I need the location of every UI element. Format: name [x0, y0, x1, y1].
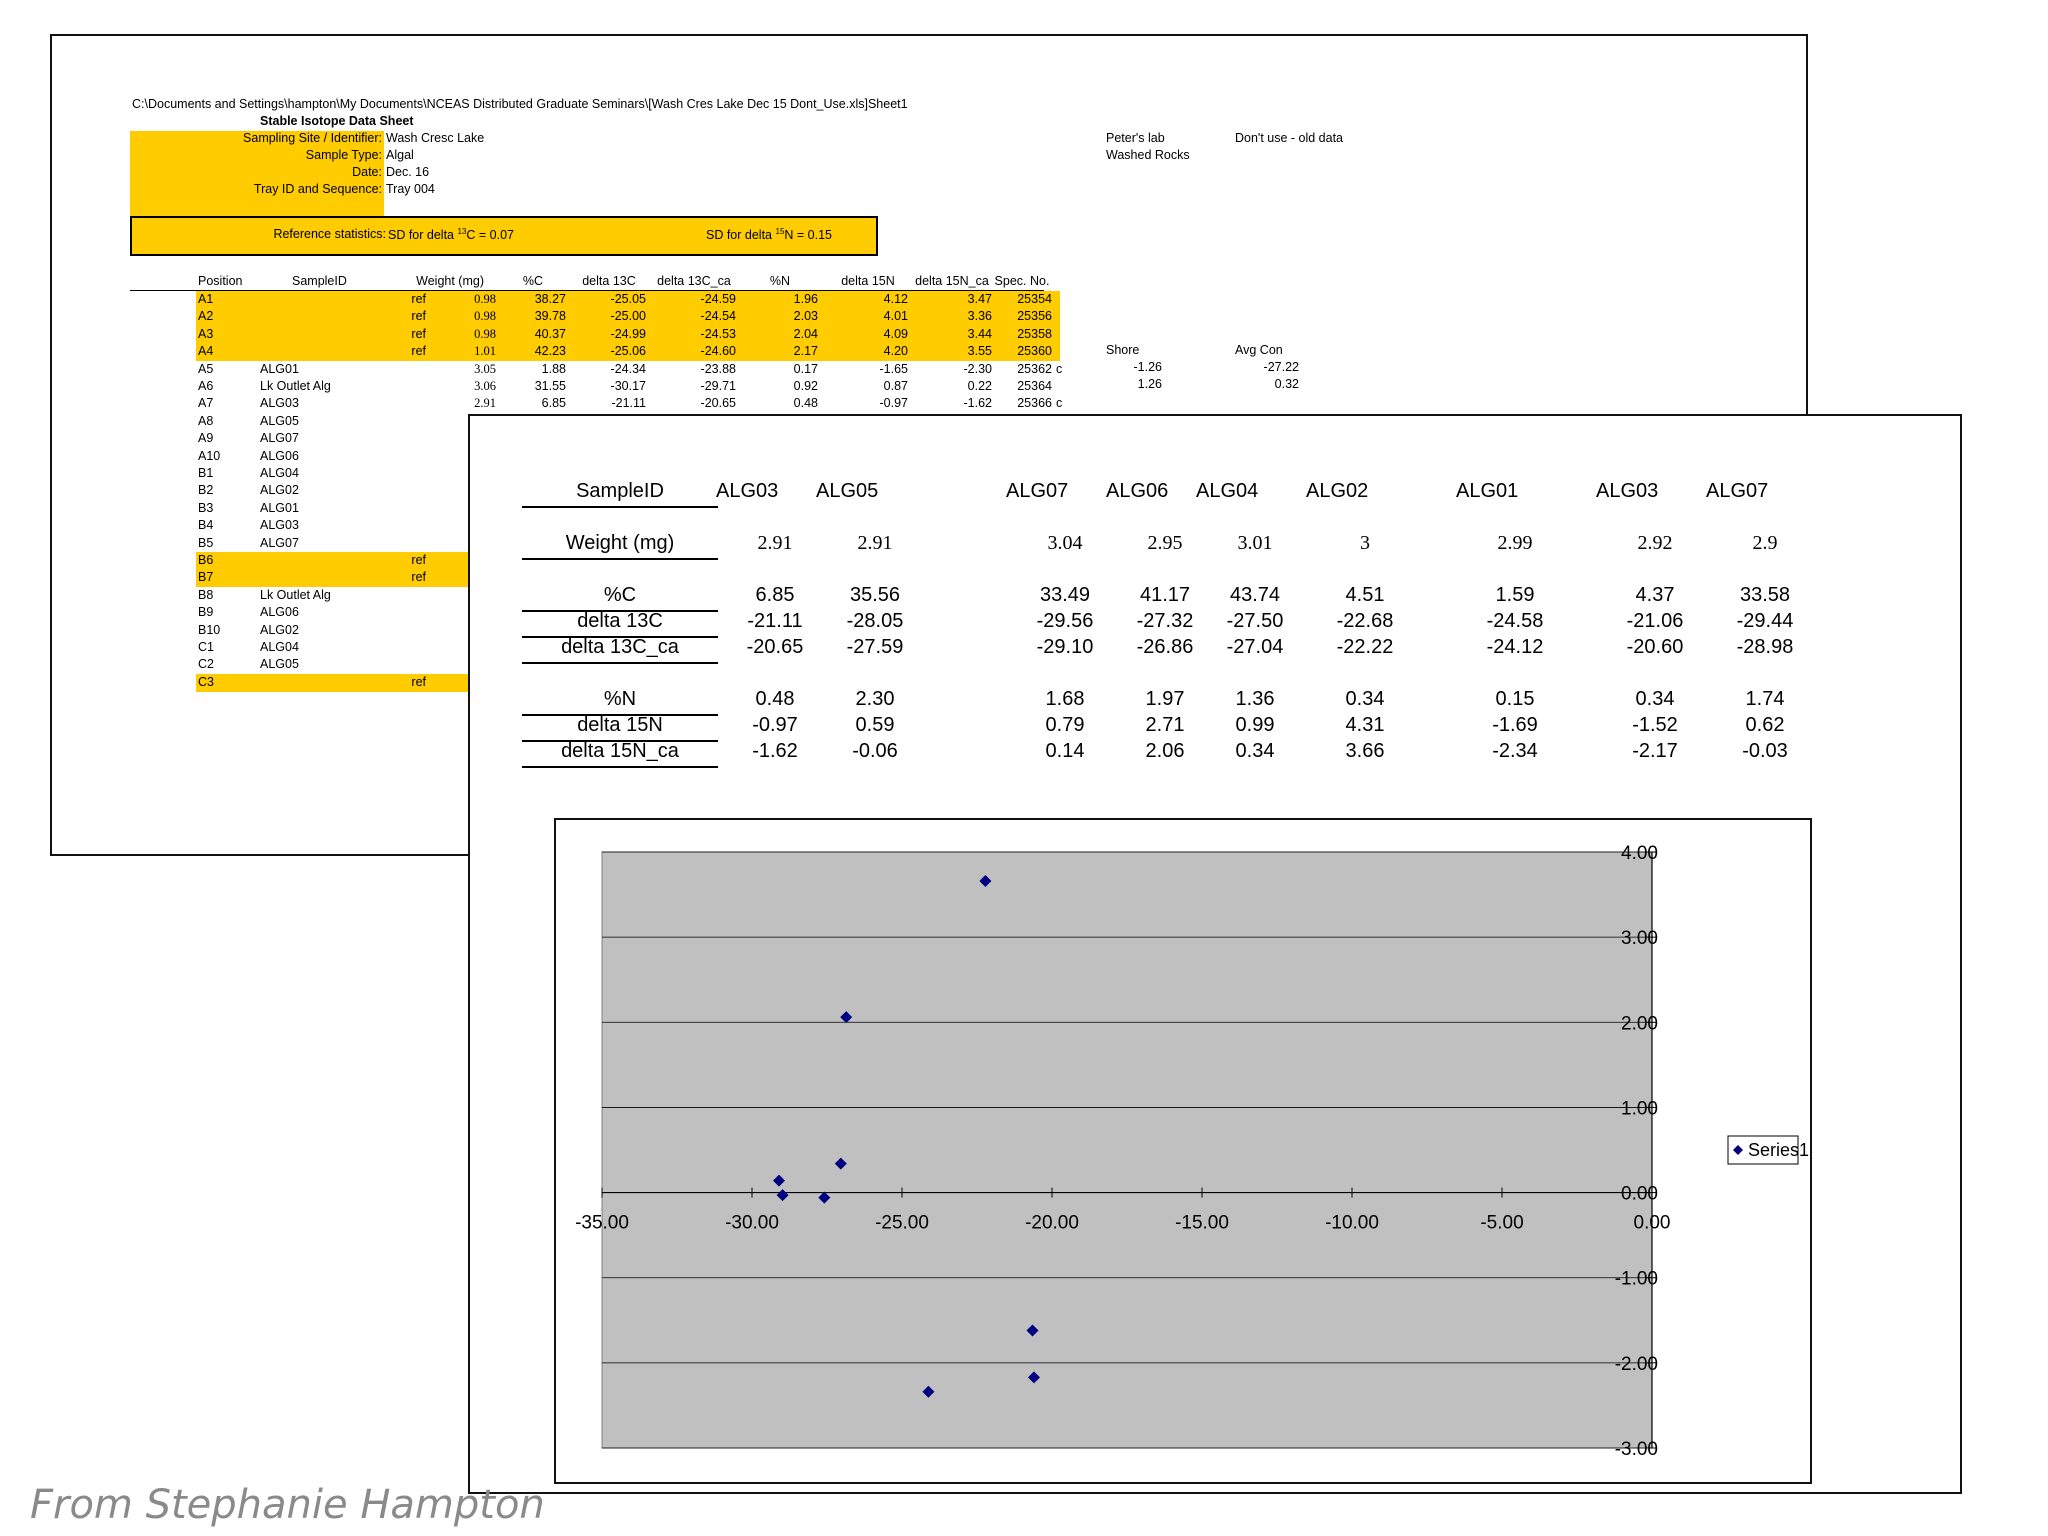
- sheet-title: Stable Isotope Data Sheet: [260, 114, 414, 128]
- cell-id: ALG06: [260, 448, 299, 463]
- column-header-sampleid: ALG07: [1006, 480, 1069, 502]
- label-sampleid: SampleID: [576, 480, 664, 502]
- cell-pos: A3: [198, 326, 214, 341]
- underline-d13ca: [522, 662, 718, 664]
- note-washed-rocks: Washed Rocks: [1106, 148, 1190, 162]
- cell-id: ALG05: [260, 657, 299, 672]
- table-cell: 35.56: [849, 584, 901, 606]
- meta-value-tray: Tray 004: [386, 182, 435, 196]
- cell-id: ALG07: [260, 431, 299, 446]
- cell-pos: A5: [198, 361, 214, 376]
- cell-d15ca: -1.62: [963, 396, 992, 411]
- cell-pos: B6: [198, 553, 214, 567]
- cell-n: 0.48: [793, 396, 818, 411]
- table-cell: 4.31: [1345, 714, 1385, 736]
- underline-weight: [522, 558, 718, 560]
- cell-pos: A9: [198, 431, 214, 446]
- label-pn: %N: [603, 688, 637, 710]
- shore-value-2: 1.26: [1137, 377, 1162, 391]
- column-header-sampleid: ALG04: [1196, 480, 1259, 502]
- cell-pos: B2: [198, 483, 214, 498]
- meta-value-date: Dec. 16: [386, 165, 430, 179]
- col-header: %N: [769, 274, 791, 288]
- table-cell: -28.05: [846, 610, 904, 632]
- cell-w: 3.05: [474, 361, 496, 376]
- cell-pos: A10: [198, 448, 221, 463]
- file-path: C:\Documents and Settings\hampton\My Documents\NCEAS Distributed Graduate Seminars\[Wash Cres Lake Dec 15 Dont_Use.xls]Sheet1: [132, 97, 908, 111]
- cell-id: Lk Outlet Alg: [260, 379, 331, 393]
- table-cell: 0.15: [1495, 688, 1535, 710]
- table-cell: 2.91: [857, 532, 893, 554]
- avg-con-value-2: 0.32: [1274, 377, 1299, 391]
- cell-id: ALG04: [260, 466, 299, 480]
- cell-w: 0.98: [474, 309, 496, 324]
- cell-d15: 4.01: [883, 309, 908, 324]
- cell-pos: B1: [198, 466, 214, 480]
- cell-w: 0.98: [474, 292, 496, 306]
- cell-d13ca: -24.54: [700, 309, 736, 324]
- x-tick-label: -35.00: [575, 1212, 629, 1234]
- x-tick-label: 0.00: [1633, 1212, 1671, 1234]
- x-tick-label: -15.00: [1175, 1212, 1229, 1234]
- cell-d15ca: 3.36: [967, 309, 992, 324]
- cell-pos: C2: [198, 657, 214, 672]
- cell-w: 2.91: [474, 396, 496, 411]
- underline-d15ca: [522, 766, 718, 768]
- cell-c: 38.27: [534, 292, 566, 306]
- y-tick-label: 1.00: [1621, 1098, 1658, 1120]
- col-header: Spec. No.: [994, 274, 1050, 288]
- table-cell: 3.66: [1345, 740, 1385, 762]
- cell-d15: 0.87: [883, 379, 908, 393]
- table-cell: -1.69: [1492, 714, 1538, 736]
- cell-pos: B4: [198, 518, 214, 533]
- x-tick-label: -30.00: [725, 1212, 779, 1234]
- cell-ref: ref: [411, 344, 426, 359]
- shore-value-1: -1.26: [1133, 360, 1162, 374]
- table-cell: -0.03: [1742, 740, 1788, 762]
- table-cell: 0.34: [1235, 740, 1275, 762]
- column-header-sampleid: ALG03: [716, 480, 779, 502]
- table-cell: 1.97: [1145, 688, 1185, 710]
- cell-n: 2.04: [793, 326, 818, 341]
- table-cell: -26.86: [1136, 636, 1194, 658]
- x-tick-label: -10.00: [1325, 1212, 1379, 1234]
- cell-c: 6.85: [541, 396, 566, 411]
- cell-d13ca: -23.88: [700, 361, 736, 376]
- table-cell: 0.34: [1345, 688, 1385, 710]
- cell-w: 0.98: [474, 326, 496, 341]
- cell-pos: A1: [198, 292, 214, 306]
- cell-d15: 4.12: [883, 292, 908, 306]
- cell-pos: C3: [198, 674, 214, 689]
- cell-c: 42.23: [534, 344, 566, 359]
- column-header-sampleid: ALG01: [1456, 480, 1519, 502]
- cell-pos: B10: [198, 622, 221, 637]
- cell-c: 31.55: [534, 379, 566, 393]
- table-cell: -21.11: [747, 610, 803, 632]
- cell-pos: B3: [198, 500, 214, 515]
- label-d15ca: delta 15N_ca: [561, 740, 679, 762]
- cell-d13ca: -24.60: [700, 344, 736, 359]
- cell-id: ALG05: [260, 413, 299, 428]
- y-tick-label: 2.00: [1621, 1013, 1658, 1035]
- ref-stats-label: Reference statistics:: [273, 227, 386, 241]
- cell-ref: ref: [411, 292, 426, 306]
- table-cell: -1.62: [752, 740, 798, 762]
- ref-stats-sd-c: SD for delta $^{13}$C = 0.07: [388, 227, 515, 243]
- avg-con-label: Avg Con: [1235, 343, 1283, 357]
- cell-d15: -0.97: [879, 396, 908, 411]
- cell-d15ca: 3.55: [967, 344, 992, 359]
- table-cell: 2.71: [1145, 714, 1185, 736]
- column-header-sampleid: ALG07: [1706, 480, 1769, 502]
- cell-d15: -1.65: [879, 361, 908, 376]
- cell-id: ALG06: [260, 605, 299, 620]
- reference-stats-box: [130, 216, 878, 256]
- cell-d13: -25.05: [610, 292, 646, 306]
- cell-d13: -21.11: [611, 396, 646, 411]
- table-cell: -29.44: [1736, 610, 1794, 632]
- x-tick-label: -25.00: [875, 1212, 929, 1234]
- table-cell: -2.17: [1632, 740, 1678, 762]
- cell-spec: 25362: [1017, 361, 1052, 376]
- cell-ref: ref: [411, 570, 426, 585]
- label-weight: Weight (mg): [565, 532, 675, 554]
- cell-d13: -24.99: [610, 326, 646, 341]
- col-header: delta 13C: [582, 274, 636, 288]
- cell-d15: 4.09: [883, 326, 908, 341]
- cell-n: 0.92: [793, 379, 818, 393]
- table-cell: 0.99: [1235, 714, 1275, 736]
- table-cell: -27.59: [846, 636, 904, 658]
- label-d15: delta 15N: [577, 714, 663, 736]
- cell-spec: 25360: [1017, 344, 1052, 359]
- table-cell: -20.60: [1626, 636, 1684, 658]
- table-cell: 1.36: [1235, 688, 1275, 710]
- cell-d15ca: -2.30: [963, 361, 992, 376]
- table-cell: -24.12: [1486, 636, 1544, 658]
- table-cell: -29.56: [1036, 610, 1094, 632]
- cell-n: 0.17: [793, 361, 818, 376]
- label-pc: %C: [603, 584, 637, 606]
- table-cell: 0.79: [1045, 714, 1085, 736]
- table-cell: 2.92: [1637, 532, 1673, 554]
- scatter-chart: [556, 820, 1810, 1482]
- cell-spec: 25354: [1017, 292, 1052, 306]
- cell-id: ALG07: [260, 535, 299, 550]
- col-header: %C: [522, 274, 544, 288]
- meta-label-type: Sample Type:: [305, 148, 382, 162]
- x-tick-label: -20.00: [1025, 1212, 1079, 1234]
- cell-pos: B7: [198, 570, 214, 585]
- table-cell: 3.01: [1237, 532, 1273, 554]
- meta-label-date: Date:: [352, 165, 382, 179]
- cell-id: Lk Outlet Alg: [260, 587, 331, 602]
- cell-pos: B9: [198, 605, 214, 620]
- cell-pos: A4: [198, 344, 214, 359]
- underline-sampleid: [522, 506, 718, 508]
- cell-ref: ref: [411, 326, 426, 341]
- table-cell: 2.91: [757, 532, 793, 554]
- column-header-sampleid: ALG05: [816, 480, 879, 502]
- cell-n: 2.17: [793, 344, 818, 359]
- table-cell: -29.10: [1036, 636, 1094, 658]
- table-cell: 0.14: [1045, 740, 1085, 762]
- col-header: delta 15N_ca: [915, 274, 989, 288]
- avg-con-value-1: -27.22: [1263, 360, 1299, 374]
- table-cell: 1.59: [1495, 584, 1535, 606]
- cell-ref: ref: [411, 553, 426, 567]
- col-header: Position: [198, 274, 243, 288]
- cell-n: 1.96: [793, 292, 818, 306]
- meta-value-site: Wash Cresc Lake: [386, 131, 485, 145]
- cell-id: ALG01: [260, 500, 299, 515]
- meta-label-site: Sampling Site / Identifier:: [243, 131, 382, 145]
- cell-spec: 25356: [1017, 309, 1052, 324]
- cell-pos: C1: [198, 640, 214, 654]
- table-cell: 2.30: [855, 688, 895, 710]
- cell-c: 1.88: [541, 361, 566, 376]
- cell-c: 40.37: [534, 326, 566, 341]
- cell-d13ca: -20.65: [700, 396, 736, 411]
- cell-spec: 25364: [1017, 379, 1052, 393]
- y-tick-label: -3.00: [1614, 1439, 1658, 1460]
- table-cell: 33.58: [1739, 584, 1791, 606]
- ref-stats-sd-n: SD for delta $^{15}$N = 0.15: [706, 227, 833, 243]
- table-cell: 2.06: [1145, 740, 1185, 762]
- table-cell: -1.52: [1632, 714, 1678, 736]
- cell-c: 39.78: [534, 309, 566, 324]
- cell-pos: A6: [198, 379, 214, 393]
- table-cell: 4.51: [1345, 584, 1385, 606]
- table-cell: 33.49: [1039, 584, 1091, 606]
- label-d13ca: delta 13C_ca: [561, 636, 679, 658]
- y-tick-label: 0.00: [1621, 1183, 1658, 1205]
- y-tick-label: -1.00: [1614, 1268, 1658, 1290]
- y-tick-label: -2.00: [1614, 1353, 1658, 1375]
- chart-area: [554, 818, 1812, 1484]
- table-cell: 2.95: [1147, 532, 1183, 554]
- table-cell: -27.04: [1226, 636, 1284, 658]
- table-cell: -22.22: [1336, 636, 1394, 658]
- table-cell: 0.48: [755, 688, 795, 710]
- attribution-caption: From Stephanie Hampton: [30, 1482, 545, 1528]
- meta-value-type: Algal: [386, 148, 414, 162]
- cell-pos: A8: [198, 413, 214, 428]
- table-cell: -0.97: [752, 714, 798, 736]
- col-header: delta 15N: [841, 274, 895, 288]
- cell-id: ALG02: [260, 622, 299, 637]
- col-header: SampleID: [292, 274, 347, 288]
- cell-d15: 4.20: [883, 344, 908, 359]
- meta-label-tray: Tray ID and Sequence:: [253, 182, 382, 196]
- cell-ref: ref: [411, 309, 426, 324]
- table-cell: -2.34: [1492, 740, 1538, 762]
- cell-d13ca: -29.71: [700, 379, 736, 393]
- cell-pos: B5: [198, 535, 214, 550]
- table-cell: 2.99: [1497, 532, 1533, 554]
- table-cell: -27.50: [1226, 610, 1284, 632]
- cell-d13: -25.00: [610, 309, 646, 324]
- column-header-sampleid: ALG02: [1306, 480, 1369, 502]
- table-cell: 41.17: [1139, 584, 1191, 606]
- cell-id: ALG02: [260, 483, 299, 498]
- table-cell: 0.62: [1745, 714, 1785, 736]
- table-cell: 2.9: [1752, 532, 1778, 554]
- cell-spec: 25358: [1017, 326, 1052, 341]
- table-cell: 43.74: [1229, 584, 1281, 606]
- cell-id: ALG01: [260, 361, 299, 376]
- shore-label: Shore: [1106, 343, 1140, 357]
- cell-w: 1.01: [474, 344, 496, 359]
- col-header: delta 13C_ca: [657, 274, 731, 288]
- note-dont-use: Don't use - old data: [1235, 131, 1344, 145]
- table-cell: -28.98: [1736, 636, 1794, 658]
- cell-d15ca: 3.44: [967, 326, 992, 341]
- column-header-sampleid: ALG06: [1106, 480, 1169, 502]
- cell-id: ALG03: [260, 396, 299, 411]
- cell-flag: c: [1056, 396, 1063, 411]
- cell-pos: A7: [198, 396, 214, 411]
- table-cell: 6.85: [755, 584, 795, 606]
- label-d13: delta 13C: [577, 610, 663, 632]
- table-cell: -21.06: [1626, 610, 1684, 632]
- table-cell: 1.74: [1745, 688, 1785, 710]
- cell-d15ca: 3.47: [967, 292, 992, 306]
- cell-pos: A2: [198, 309, 214, 324]
- cell-d13ca: -24.59: [700, 292, 736, 306]
- table-cell: 0.59: [855, 714, 895, 736]
- table-cell: -22.68: [1336, 610, 1394, 632]
- table-cell: 4.37: [1635, 584, 1675, 606]
- cell-id: ALG04: [260, 640, 299, 654]
- table-cell: -24.58: [1486, 610, 1544, 632]
- cell-n: 2.03: [793, 309, 818, 324]
- table-cell: 0.34: [1635, 688, 1675, 710]
- cell-d13ca: -24.53: [700, 326, 736, 341]
- table-cell: 3.04: [1047, 532, 1083, 554]
- plot-background: [602, 852, 1652, 1448]
- cell-pos: B8: [198, 587, 214, 602]
- cell-d15ca: 0.22: [967, 379, 992, 393]
- cell-id: ALG03: [260, 518, 299, 533]
- cell-spec: 25366: [1017, 396, 1052, 411]
- cell-d13: -24.34: [610, 361, 646, 376]
- cell-d13: -25.06: [610, 344, 646, 359]
- y-tick-label: 3.00: [1621, 928, 1658, 950]
- table-cell: -27.32: [1136, 610, 1194, 632]
- column-header-sampleid: ALG03: [1596, 480, 1659, 502]
- note-peters-lab: Peter's lab: [1106, 131, 1165, 145]
- y-tick-label: 4.00: [1621, 843, 1658, 864]
- table-cell: -0.06: [852, 740, 898, 762]
- cell-flag: c: [1056, 361, 1063, 376]
- cell-ref: ref: [411, 674, 426, 689]
- spreadsheet-page-2: [468, 414, 1962, 1494]
- cell-d13: -30.17: [610, 379, 646, 393]
- table-cell: 3: [1360, 532, 1370, 554]
- table-cell: -20.65: [746, 636, 804, 658]
- legend-label: Series1: [1748, 1140, 1810, 1160]
- col-header: Weight (mg): [416, 274, 484, 288]
- table-cell: 1.68: [1045, 688, 1085, 710]
- x-tick-label: -5.00: [1480, 1212, 1524, 1234]
- cell-w: 3.06: [474, 379, 496, 393]
